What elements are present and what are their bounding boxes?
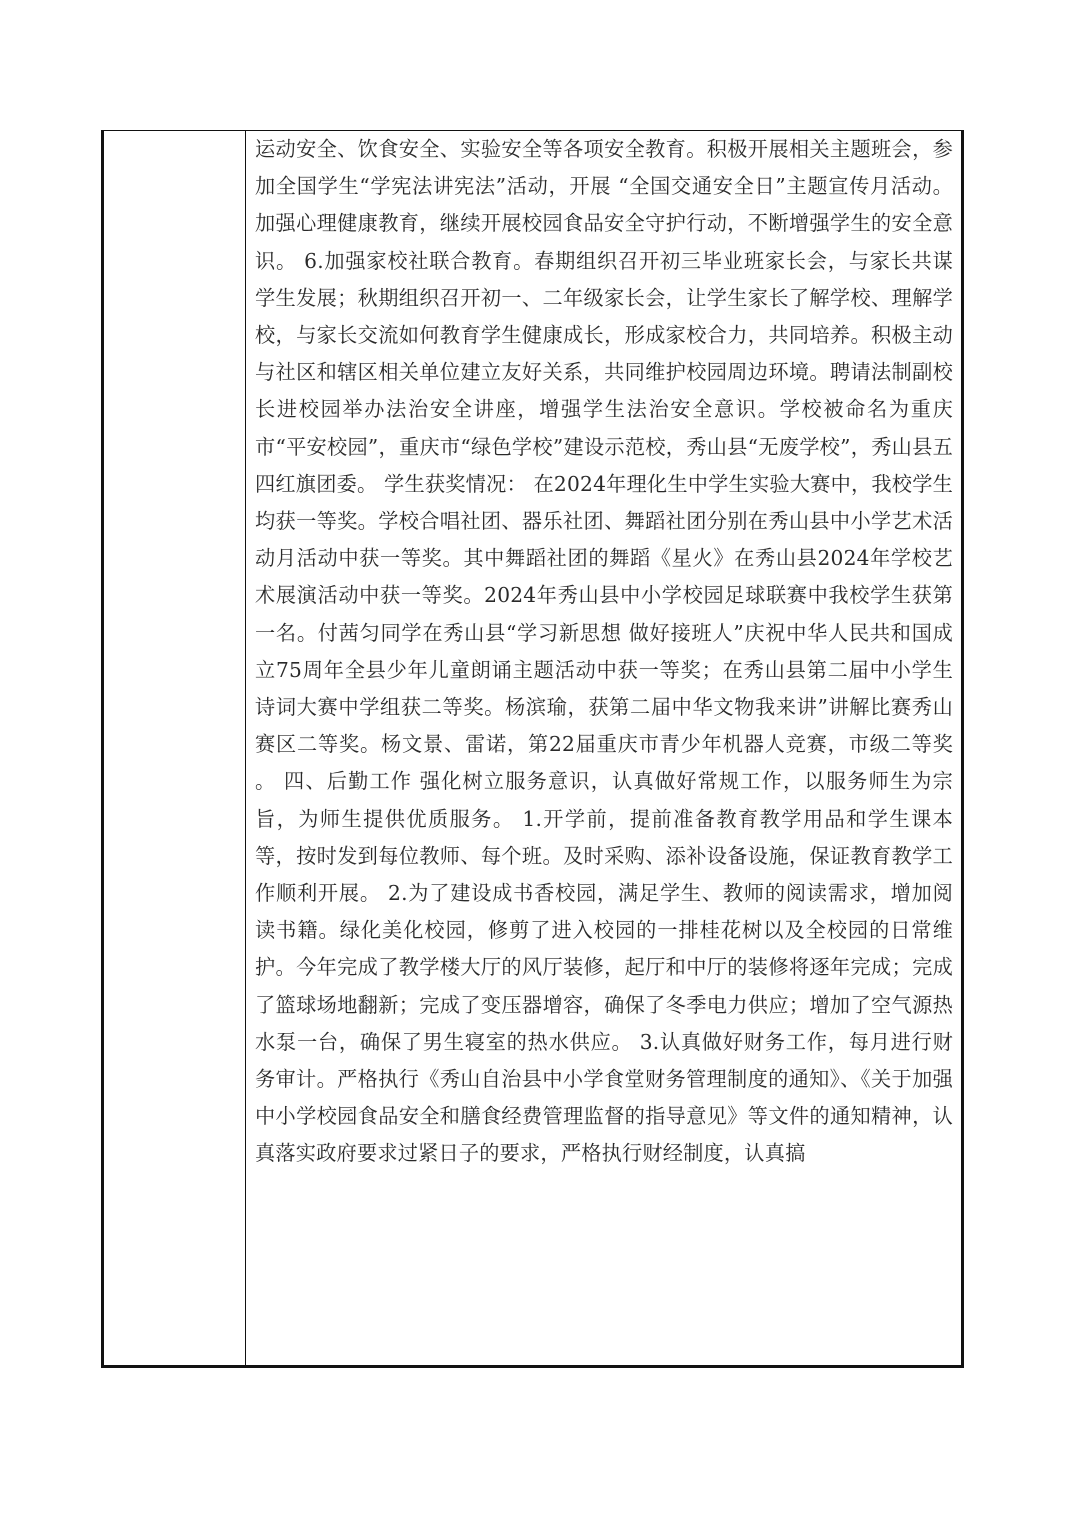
report-table [101, 130, 964, 1368]
table-label-cell [104, 131, 246, 1365]
body-paragraph: 运动安全、饮食安全、实验安全等各项安全教育。积极开展相关主题班会，参加全国学生“学宪法讲宪法”活动，开展 “全国交通安全日”主题宣传月活动。加强心理健康教育，继续开展校园食品安全守护行动，不断增强学生的安全意识。 6.加强家校社联合教育。春期组织召开初三毕业班家长会，与家长共谋学生发展；秋期组织召开初一、二年级家长会，让学生家长了解学校、理解学校，与家长交流如何教育学生健康成长，形成家校合力，共同培养。积极主动与社区和辖区相关单位建立友好关系，共同维护校园周边环境。聘请法制副校长进校园举办法治安全讲座，增强学生法治安全意识。学校被命名为重庆市“平安校园”，重庆市“绿色学校”建设示范校，秀山县“无废学校”，秀山县五四红旗团委。 学生获奖情况： 在2024年理化生中学生实验大赛中，我校学生均获一等奖。学校合唱社团、器乐社团、舞蹈社团分别在秀山县中小学艺术活动月活动中获一等奖。其中舞蹈社团的舞蹈《星火》在秀山县2024年学校艺术展演活动中获一等奖。2024年秀山县中小学校园足球联赛中我校学生获第一名。付茜匀同学在秀山县“学习新思想 做好接班人”庆祝中华人民共和国成立75周年全县少年儿童朗诵主题活动中获一等奖；在秀山县第二届中小学生诗词大赛中学组获二等奖。杨滨瑜，获第二届中华文物我来讲”讲解比赛秀山赛区二等奖。杨文景、雷诺，第22届重庆市青少年机器人竞赛，市级二等奖 。 四、后勤工作 强化树立服务意识，认真做好常规工作，以服务师生为宗旨，为师生提供优质服务。 1.开学前，提前准备教育教学用品和学生课本等，按时发到每位教师、每个班。及时采购、添补设备设施，保证教育教学工作顺利开展。 2.为了建设成书香校园，满足学生、教师的阅读需求，增加阅读书籍。绿化美化校园，修剪了进入校园的一排桂花树以及全校园的日常维护。今年完成了教学楼大厅的风厅装修，起厅和中厅的装修将逐年完成；完成了篮球场地翻新；完成了变压器增容，确保了冬季电力供应；增加了空气源热水泵一台，确保了男生寝室的热水供应。 3.认真做好财务工作，每月进行财务审计。严格执行《秀山自治县中小学食堂财务管理制度的通知》、《关于加强中小学校园食品安全和膳食经费管理监督的指导意见》等文件的通知精神，认真落实政府要求过紧日子的要求，严格执行财经制度，认真搞 [255, 137, 953, 1166]
table-content-cell [246, 131, 961, 1365]
